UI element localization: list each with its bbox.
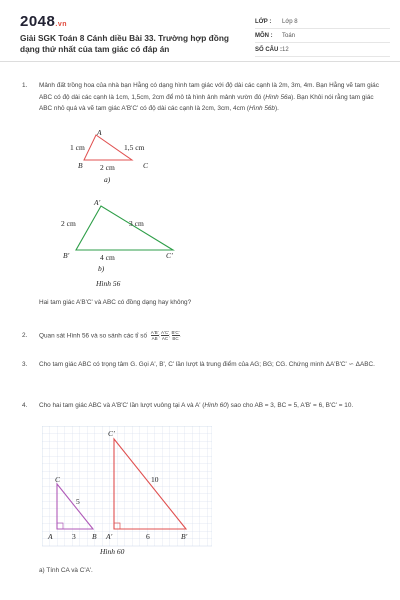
ratio-list: $\frac{A'B'}{AB}$ ; $\frac{A'C'}{AC}$ ; $\frac{B'C'}{BC}$ .: [150, 330, 181, 342]
figure-caption: Hình 56: [96, 279, 121, 288]
ratio-numerator: B'C': [171, 330, 180, 336]
side-label: 1 cm: [70, 143, 85, 152]
vertex-label: B': [63, 251, 70, 260]
question-number: 1.: [22, 82, 28, 89]
side-label: 1,5 cm: [124, 143, 145, 152]
side-label: 2 cm: [61, 219, 76, 228]
text-segment: Cho hai tam giác ABC và A'B'C' lần lượt vuông tại A và A' (: [39, 402, 205, 409]
question-text: Cho tam giác ABC có trọng tâm G. Gọi A', B', C' lần lượt là trung điểm của AG; BG; CG. Chứng minh ΔA'B'C' ∽ ΔABC.: [39, 361, 375, 368]
grid-background: [42, 426, 212, 546]
vertex-label: A: [97, 128, 102, 137]
meta-table: [255, 15, 390, 57]
vertex-label: A': [106, 532, 113, 541]
meta-row-class: [255, 15, 390, 29]
logo-text: 2048: [20, 13, 56, 30]
vertex-label: B': [181, 532, 188, 541]
document-title: Giải SGK Toán 8 Cánh diều Bài 33. Trường hợp đồng dạng thứ nhất của tam giác có đáp án: [20, 33, 229, 54]
ratio: [151, 330, 159, 341]
vertex-label: C: [55, 475, 61, 484]
meta-key: SỐ CÂU :: [255, 46, 282, 53]
vertex-label: C: [143, 161, 149, 170]
meta-row-subject: [255, 29, 390, 43]
figure-reference: Hình 56a: [265, 93, 292, 101]
site-logo[interactable]: [20, 13, 67, 30]
figure-reference: Hình 56b: [249, 105, 275, 112]
side-label: 5: [76, 497, 80, 506]
ratio-denominator: BC: [172, 336, 179, 342]
vertex-label: B: [92, 532, 97, 541]
logo-suffix: .vn: [55, 21, 67, 28]
question-number: 4.: [22, 402, 28, 409]
side-label: 3: [72, 532, 76, 541]
ratio-numerator: A'C': [161, 330, 170, 336]
figure-60: [42, 426, 212, 560]
meta-value: Lớp 8: [282, 18, 298, 25]
vertex-label: C': [108, 429, 115, 438]
meta-key: LỚP :: [255, 18, 272, 25]
text-segment: ) sao cho AB = 3, BC = 5, A'B' = 6, B'C' = 10.: [226, 402, 354, 409]
side-label: 3 cm: [129, 219, 144, 228]
side-label: 6: [146, 532, 150, 541]
sub-caption: a): [104, 175, 111, 184]
vertex-label: A': [94, 198, 101, 207]
question-4-followup: a) Tính CA và C'A'.: [39, 567, 93, 574]
text-segment: Quan sát Hình 56 và so sánh các tỉ số: [39, 332, 147, 340]
meta-value: 12: [282, 46, 289, 53]
question-number: 3.: [22, 361, 28, 368]
text-segment: ).: [274, 105, 279, 112]
figure-caption: Hình 60: [100, 547, 125, 556]
side-label: 4 cm: [100, 253, 115, 262]
meta-key: MÔN :: [255, 32, 273, 39]
figure-56: [40, 128, 240, 296]
text-segment: Mảnh đất trồng hoa của nhà bạn Hằng có dạng hình tam giác với độ dài các cạnh là 2m, 3m, 4m. Bạn Hằng vẽ tam giác ABC có độ dài các cạnh là 1cm, 1,5cm, 2cm để mô tả hình ảnh mảnh vườn đó (: [39, 82, 379, 101]
question-number: 2.: [22, 332, 28, 339]
ratio-denominator: AB: [151, 336, 158, 342]
side-label: 10: [151, 475, 159, 484]
sub-caption: b): [98, 264, 105, 273]
ratio-denominator: AC: [161, 336, 169, 342]
meta-value: Toán: [282, 32, 296, 39]
text-segment: ). Bạn Khôi nói rằng tam giác ABC nhỏ quá và vẽ tam giác A'B'C' có độ dài các cạnh là 2cm, 3cm, 4cm (: [39, 93, 374, 112]
ratio: [161, 330, 169, 341]
vertex-label: A: [48, 532, 53, 541]
side-label: 2 cm: [100, 163, 115, 172]
meta-row-count: [255, 43, 390, 57]
question-text: [39, 330, 384, 342]
figure-reference: Hình 60: [204, 402, 227, 409]
page-header: [0, 0, 400, 62]
triangle-a-b-c-prime: [76, 206, 173, 250]
ratio-numerator: A'B': [150, 330, 159, 336]
vertex-label: B: [78, 161, 83, 170]
question-1-followup: Hai tam giác A'B'C' và ABC có đồng dạng hay không?: [39, 299, 192, 306]
question-text: [39, 400, 384, 412]
question-text: [39, 80, 384, 115]
vertex-label: C': [166, 251, 173, 260]
ratio: [172, 330, 180, 341]
